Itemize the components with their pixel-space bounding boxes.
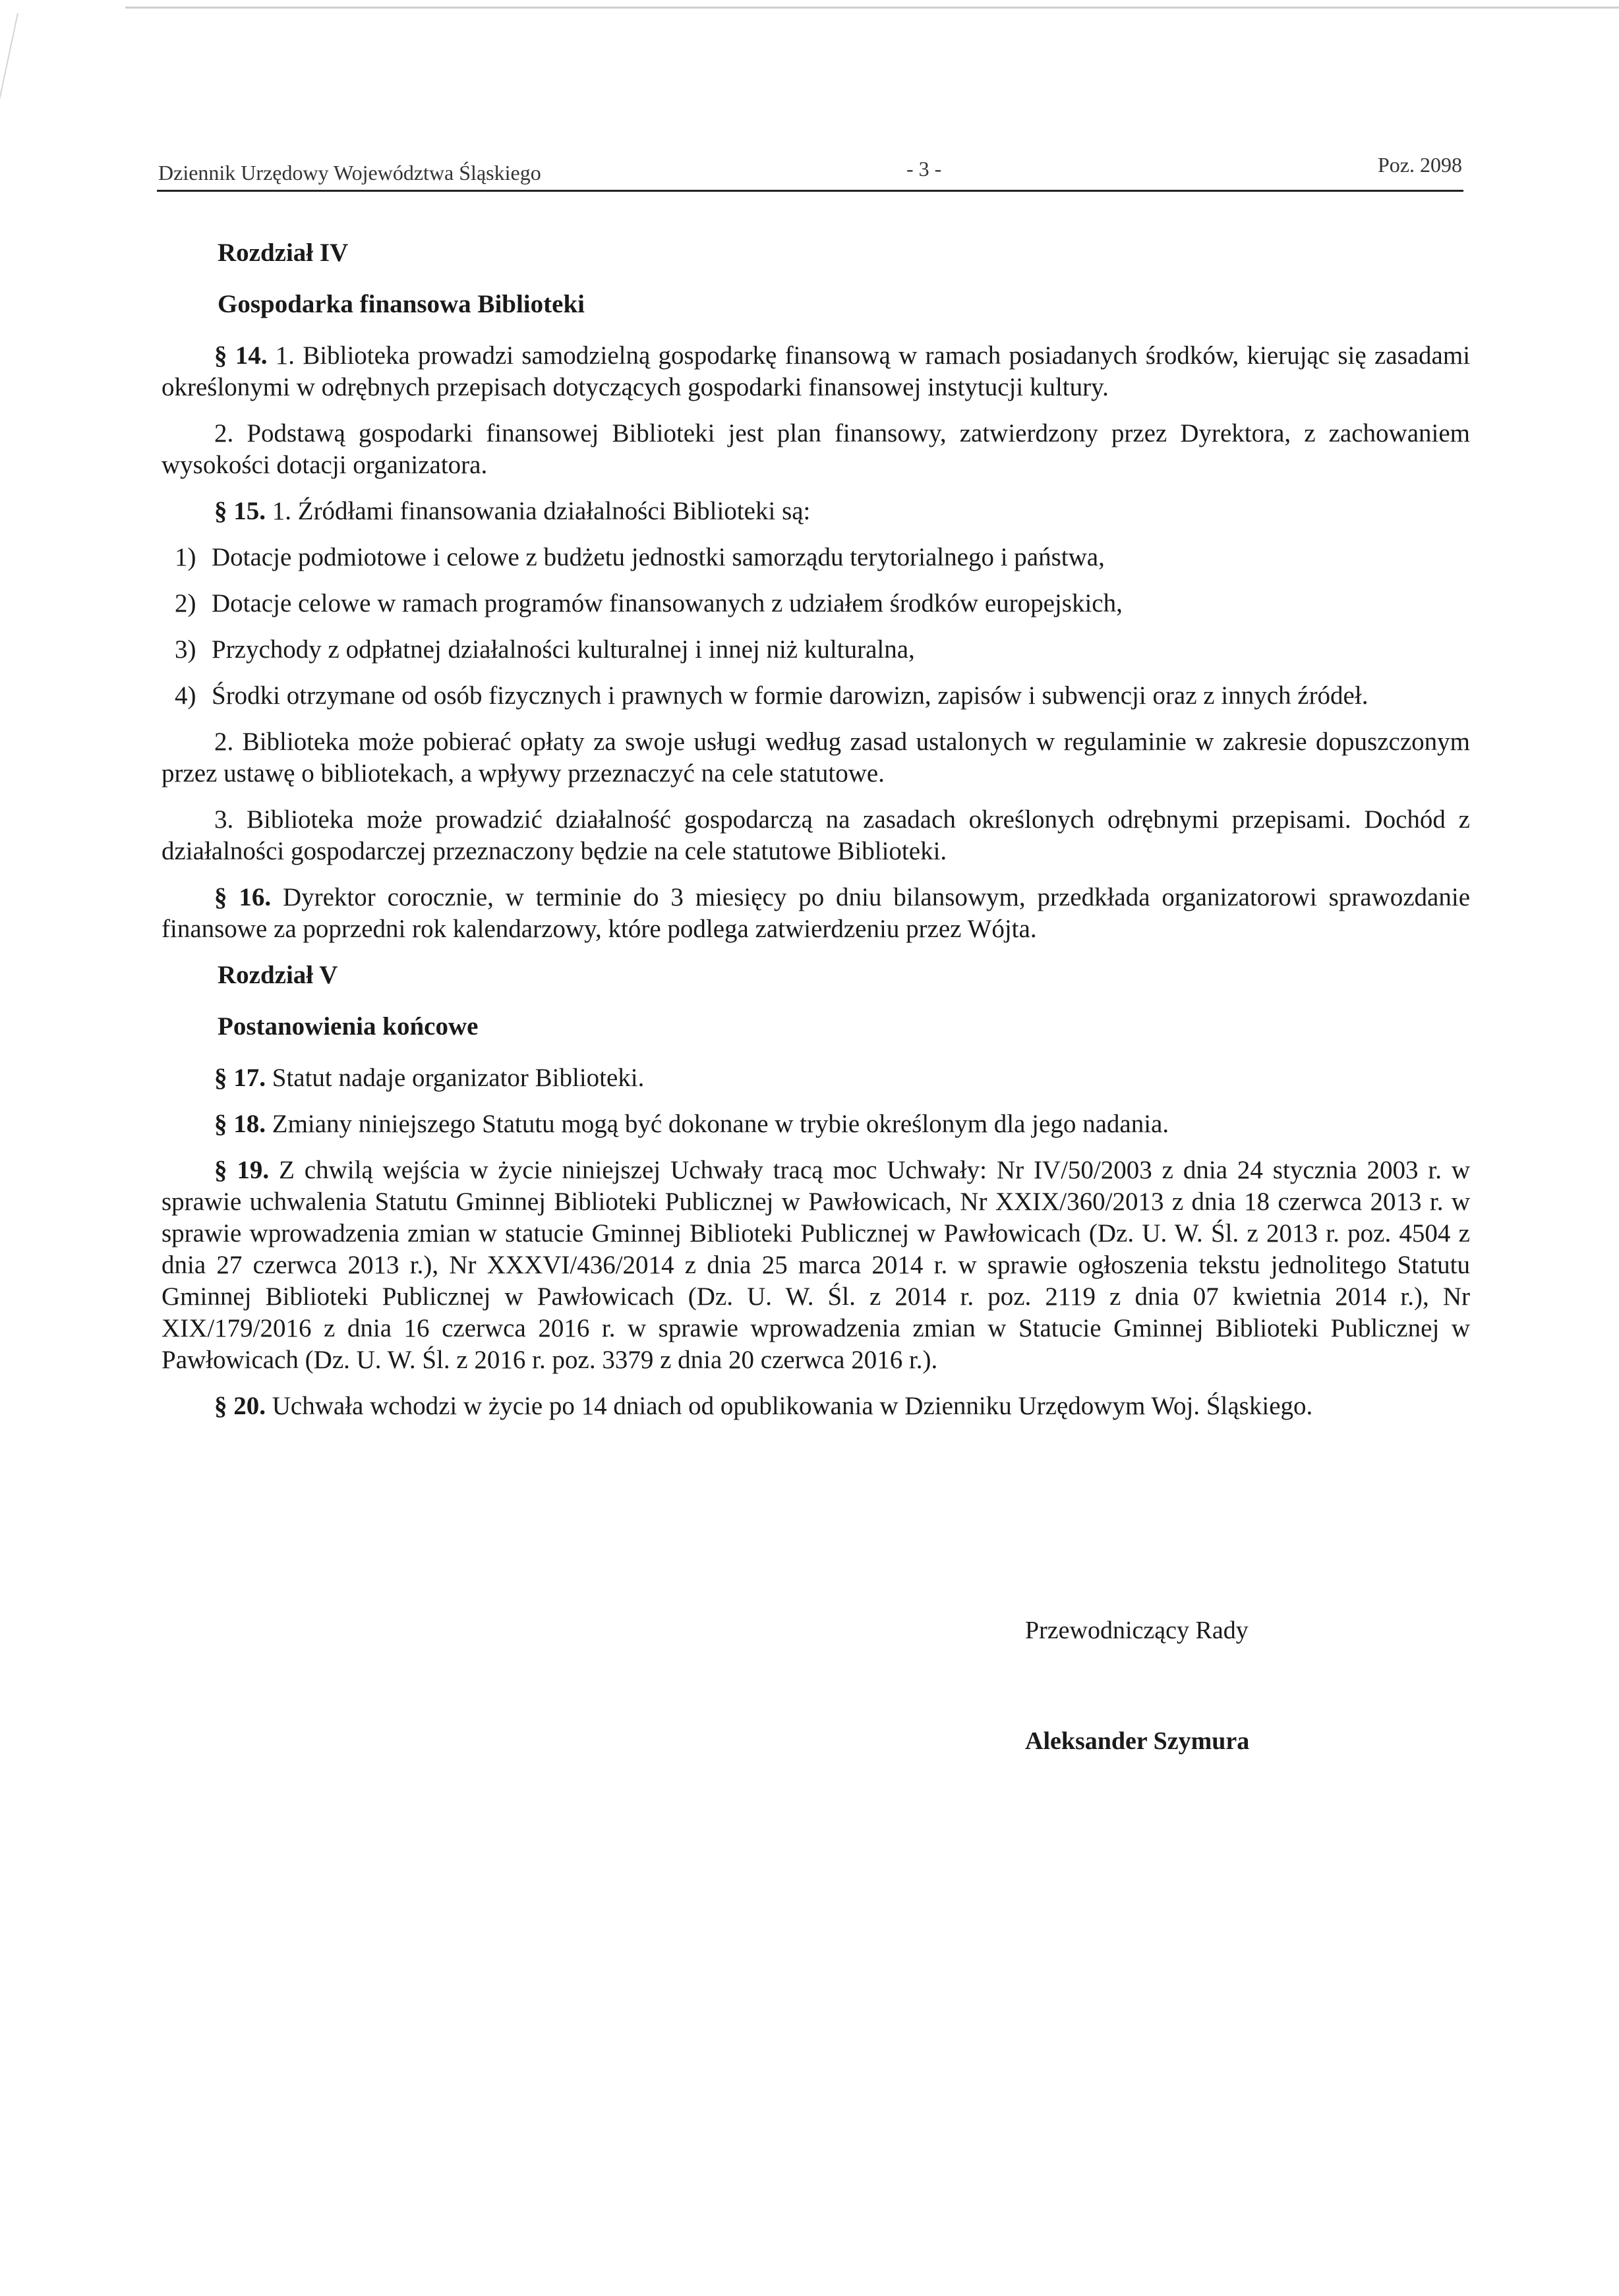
section-19-number: § 19. <box>214 1156 270 1184</box>
list-item-text: Dotacje celowe w ramach programów finansowanych z udziałem środków europejskich, <box>212 589 1123 617</box>
header-rule <box>157 190 1463 192</box>
section-15-p1 <box>162 496 1470 527</box>
section-16 <box>162 882 1470 945</box>
section-16-number: § 16. <box>214 883 272 911</box>
chapter-4-subtitle: Gospodarka finansowa Biblioteki <box>218 290 585 318</box>
scan-edge-top <box>125 7 1619 9</box>
list-item <box>175 542 1470 573</box>
list-item <box>175 588 1470 619</box>
list-item <box>175 634 1470 666</box>
section-18-text: Zmiany niniejszego Statutu mogą być dokonane w trybie określonym dla jego nadania. <box>272 1110 1169 1138</box>
list-item <box>175 680 1470 712</box>
list-item-number: 2) <box>175 589 196 617</box>
chapter-5-title: Rozdział V <box>218 961 338 989</box>
list-item-text: Dotacje podmiotowe i celowe z budżetu jednostki samorządu terytorialnego i państwa, <box>212 543 1105 571</box>
section-15-p2: 2. Biblioteka może pobierać opłaty za swoje usługi według zasad ustalonych w regulaminie w zakresie dopuszczonym przez ustawę o bibliotekach, a wpływy przeznaczyć na cele statutowe. <box>162 728 1470 788</box>
list-item-number: 4) <box>175 681 196 710</box>
section-15-p3: 3. Biblioteka może prowadzić działalność gospodarczą na zasadach określonych odrębnymi przepisami. Dochód z działalności gospodarczej przeznaczony będzie na cele statutowe Biblioteki. <box>162 805 1470 865</box>
section-19 <box>162 1155 1470 1376</box>
section-14-p1-text: 1. Biblioteka prowadzi samodzielną gospodarkę finansową w ramach posiadanych środków, kierując się zasadami określonymi w odrębnych przepisach dotyczących gospodarki finansowej instytucji kultury. <box>162 341 1471 401</box>
list-item-number: 3) <box>175 635 196 664</box>
chapter-5-subtitle: Postanowienia końcowe <box>218 1012 479 1041</box>
section-14-p2: 2. Podstawą gospodarki finansowej Biblioteki jest plan finansowy, zatwierdzony przez Dyrektora, z zachowaniem wysokości dotacji organizatora. <box>162 419 1470 479</box>
section-17 <box>162 1062 1470 1094</box>
signature-block <box>1025 1615 1249 1757</box>
section-18-number: § 18. <box>214 1110 266 1138</box>
signatory-role: Przewodniczący Rady <box>1025 1617 1249 1644</box>
section-16-text: Dyrektor corocznie, w terminie do 3 miesięcy po dniu bilansowym, przedkłada organizatorowi sprawozdanie finansowe za poprzedni rok kalendarzowy, które podlega zatwierdzeniu przez Wójta. <box>162 883 1471 943</box>
scan-edge-left <box>0 13 18 349</box>
section-20-number: § 20. <box>214 1392 266 1420</box>
page-header <box>158 153 1462 186</box>
section-15-number: § 15. <box>214 497 266 525</box>
signatory-name: Aleksander Szymura <box>1025 1727 1250 1755</box>
page-number: - 3 - <box>906 157 942 181</box>
section-20 <box>162 1391 1470 1422</box>
section-14-p1 <box>162 340 1470 403</box>
document-body <box>162 237 1470 1437</box>
chapter-4-title: Rozdział IV <box>218 239 349 267</box>
list-item-text: Środki otrzymane od osób fizycznych i prawnych w formie darowizn, zapisów i subwencji oraz z innych źródeł. <box>212 681 1369 710</box>
section-15-p1-text: 1. Źródłami finansowania działalności Biblioteki są: <box>272 497 811 525</box>
list-item-number: 1) <box>175 543 196 571</box>
section-14-number: § 14. <box>214 341 268 370</box>
position-number: Poz. 2098 <box>1378 153 1462 177</box>
section-19-text: Z chwilą wejścia w życie niniejszej Uchwały tracą moc Uchwały: Nr IV/50/2003 z dnia 24 stycznia 2003 r. w sprawie uchwalenia Statutu Gminnej Biblioteki Publicznej w Pawłowicach, Nr XXIX/360/2013 z dnia 18 czerwca 2013 r. w sprawie wprowadzenia zmian w statucie Gminnej Biblioteki Publicznej w Pawłowicach (Dz. U. W. Śl. z 2013 r. poz. 4504 z dnia 27 czerwca 2013 r.), Nr XXXVI/436/2014 z dnia 25 marca 2014 r. w sprawie ogłoszenia tekstu jednolitego Statutu Gminnej Biblioteki Publicznej w Pawłowicach (Dz. U. W. Śl. z 2014 r. poz. 2119 z dnia 07 kwietnia 2014 r.), Nr XIX/179/2016 z dnia 16 czerwca 2016 r. w sprawie wprowadzenia zmian w Statucie Gminnej Biblioteki Publicznej w Pawłowicach (Dz. U. W. Śl. z 2016 r. poz. 3379 z dnia 20 czerwca 2016 r.). <box>162 1156 1471 1374</box>
section-18 <box>162 1108 1470 1140</box>
list-item-text: Przychody z odpłatnej działalności kulturalnej i innej niż kulturalna, <box>212 635 915 664</box>
section-17-text: Statut nadaje organizator Biblioteki. <box>272 1064 645 1092</box>
section-20-text: Uchwała wchodzi w życie po 14 dniach od opublikowania w Dzienniku Urzędowym Woj. Śląskiego. <box>272 1392 1313 1420</box>
journal-title: Dziennik Urzędowy Województwa Śląskiego <box>158 161 541 185</box>
section-17-number: § 17. <box>214 1064 266 1092</box>
